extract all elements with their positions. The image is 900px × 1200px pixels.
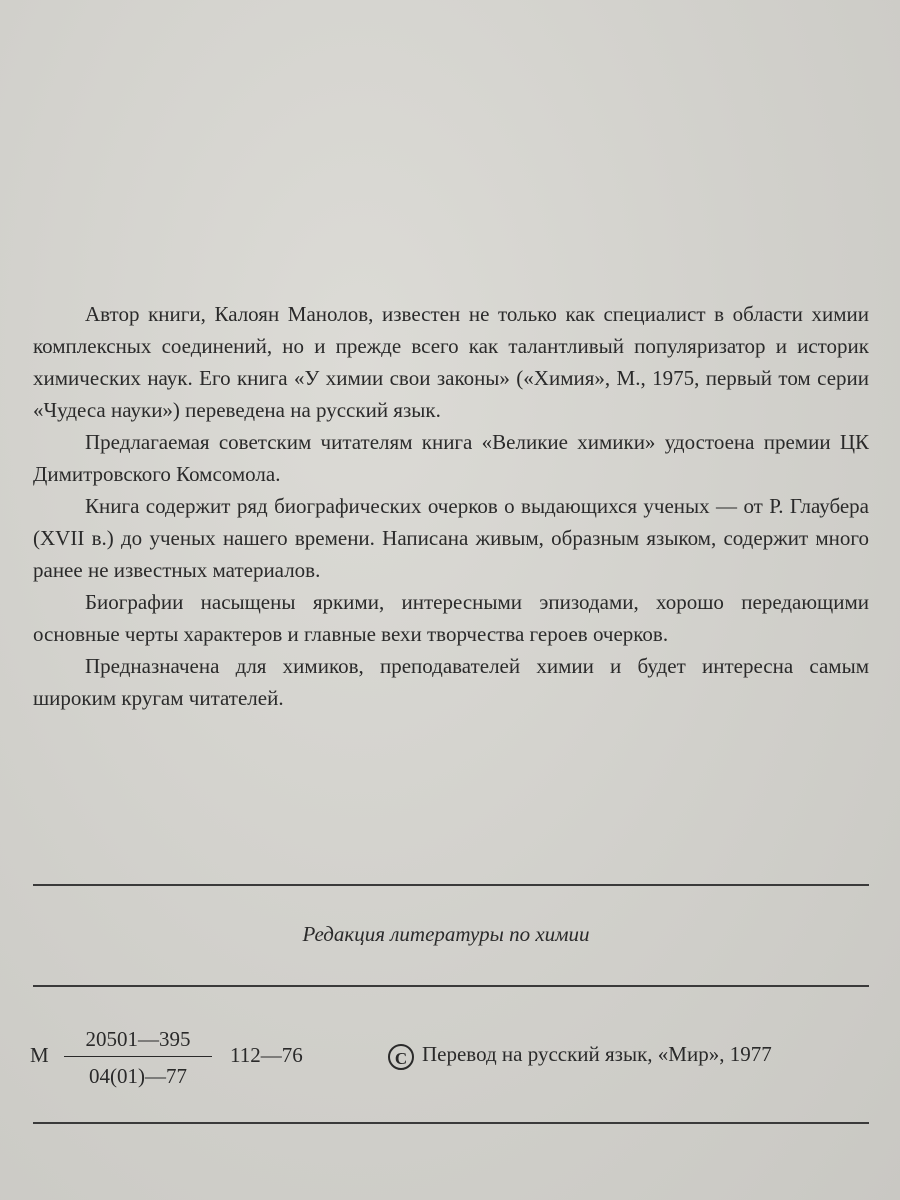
catalog-code [30,1024,360,1108]
divider-bottom [33,1122,869,1124]
copyright-icon: С [388,1044,414,1070]
annotation-paragraph-award: Предлагаемая советским читателям книга «Великие химики» удостоена премии ЦК Димитровского Комсомола. [33,430,869,486]
book-annotation [33,298,869,714]
annotation-paragraph-contents: Книга содержит ряд биографических очерков о выдающихся ученых — от Р. Глаубера (XVII в.) до ученых нашего времени. Написана живым, образным языком, содержит много ранее не известных материалов. [33,494,869,582]
catalog-code-numerator: 20501—395 [85,1027,191,1051]
fraction-bar [64,1056,212,1057]
catalog-code-fraction [58,1024,218,1091]
annotation-paragraph-author: Автор книги, Калоян Манолов, известен не только как специалист в области химии комплексных соединений, но и прежде всего как талантливый популяризатор и историк химических наук. Его книга «У химии свои законы» («Химия», М., 1975, первый том серии «Чудеса науки») переведена на русский язык. [33,302,869,422]
copyright-text: Перевод на русский язык, «Мир», 1977 [422,1042,772,1066]
catalog-code-prefix: М [30,1043,49,1067]
divider-middle [33,985,869,987]
annotation-paragraph-biographies: Биографии насыщены яркими, интересными эпизодами, хорошо передающими основные черты характеров и главные вехи творчества героев очерков. [33,590,869,646]
copyright-notice [388,1042,772,1070]
editorial-imprint [0,922,900,947]
divider-top [33,884,869,886]
annotation-paragraph-audience: Предназначена для химиков, преподавателей химии и будет интересна самым широким кругам читателей. [33,654,869,710]
catalog-code-suffix: 112—76 [230,1043,303,1067]
catalog-code-denominator: 04(01)—77 [89,1064,187,1088]
imprint-text: Редакция литературы по химии [302,922,590,946]
